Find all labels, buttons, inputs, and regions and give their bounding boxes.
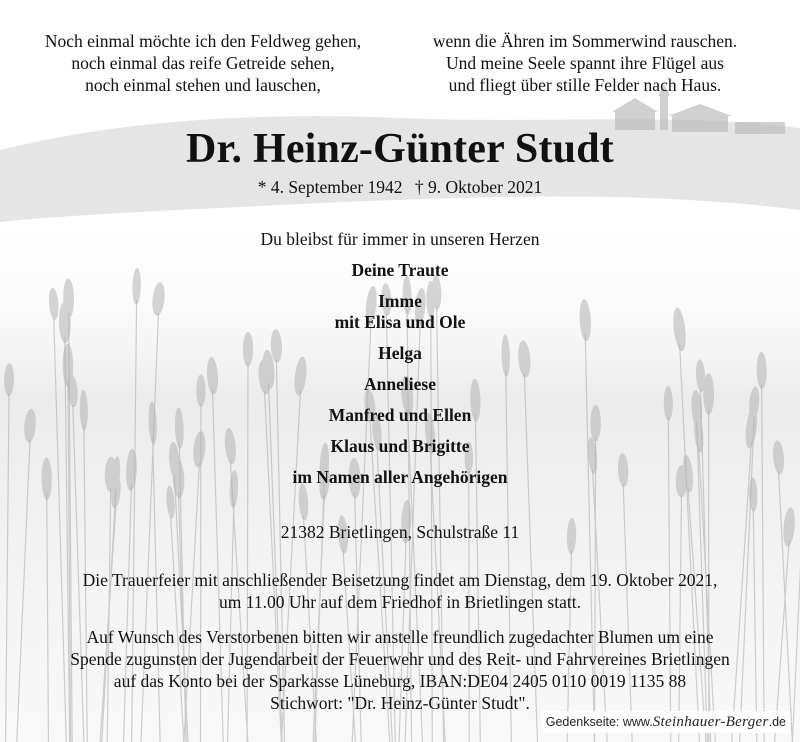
family-address: 21382 Brietlingen, Schulstraße 11: [280, 522, 520, 542]
mourner-line: Anneliese: [364, 374, 436, 394]
poem-left-column: [18, 30, 388, 96]
mourner-line: im Namen aller Angehörigen: [292, 467, 508, 487]
credit-suffix: .de: [768, 715, 786, 729]
farewell-line: Du bleibst für immer in unseren Herzen: [260, 229, 540, 249]
mourner-line: Deine Traute: [351, 260, 449, 280]
deceased-name: Dr. Heinz-Günter Studt: [186, 126, 614, 172]
poem-right-column: [396, 30, 774, 96]
memorial-page-link[interactable]: [542, 711, 790, 733]
donation-line: Auf Wunsch des Verstorbenen bitten wir anstelle freundlich zugedachter Blumen um eine: [86, 627, 714, 647]
donation-line: auf das Konto bei der Sparkasse Lüneburg, IBAN:DE04 2405 0110 0019 1135 88: [113, 671, 687, 691]
donation-line: Stichwort: "Dr. Heinz-Günter Studt".: [270, 693, 530, 713]
donation-line: Spende zugunsten der Jugendarbeit der Feuerwehr und des Reit- und Fahrvereines Brietlingen: [70, 649, 730, 669]
ceremony-line: um 11.00 Uhr auf dem Friedhof in Brietlingen statt.: [219, 592, 581, 612]
poem-line: wenn die Ähren im Sommerwind rauschen.: [432, 31, 738, 51]
poem-line: noch einmal das reife Getreide sehen,: [71, 53, 335, 73]
mourner-line: Helga: [378, 343, 422, 363]
mourner-line: Manfred und Ellen: [328, 405, 472, 425]
mourner-line: mit Elisa und Ole: [334, 312, 466, 332]
death-date: † 9. Oktober 2021: [414, 177, 543, 197]
life-dates: [0, 176, 800, 198]
credit-prefix: Gedenkseite: www.: [545, 715, 653, 729]
mourner-line: Imme: [378, 291, 422, 311]
poem-line: noch einmal stehen und lauschen,: [85, 75, 321, 95]
poem-line: und fliegt über stille Felder nach Haus.: [448, 75, 722, 95]
poem-line: Und meine Seele spannt ihre Flügel aus: [446, 53, 724, 73]
ceremony-line: Die Trauerfeier mit anschließender Beisetzung findet am Dienstag, dem 19. Oktober 2021,: [82, 570, 718, 590]
birth-date: * 4. September 1942: [257, 177, 403, 197]
credit-brand-logo: Steinhauer-Berger: [652, 714, 769, 730]
mourner-line: Klaus und Brigitte: [330, 436, 470, 456]
poem-line: Noch einmal möchte ich den Feldweg gehen,: [44, 31, 362, 51]
